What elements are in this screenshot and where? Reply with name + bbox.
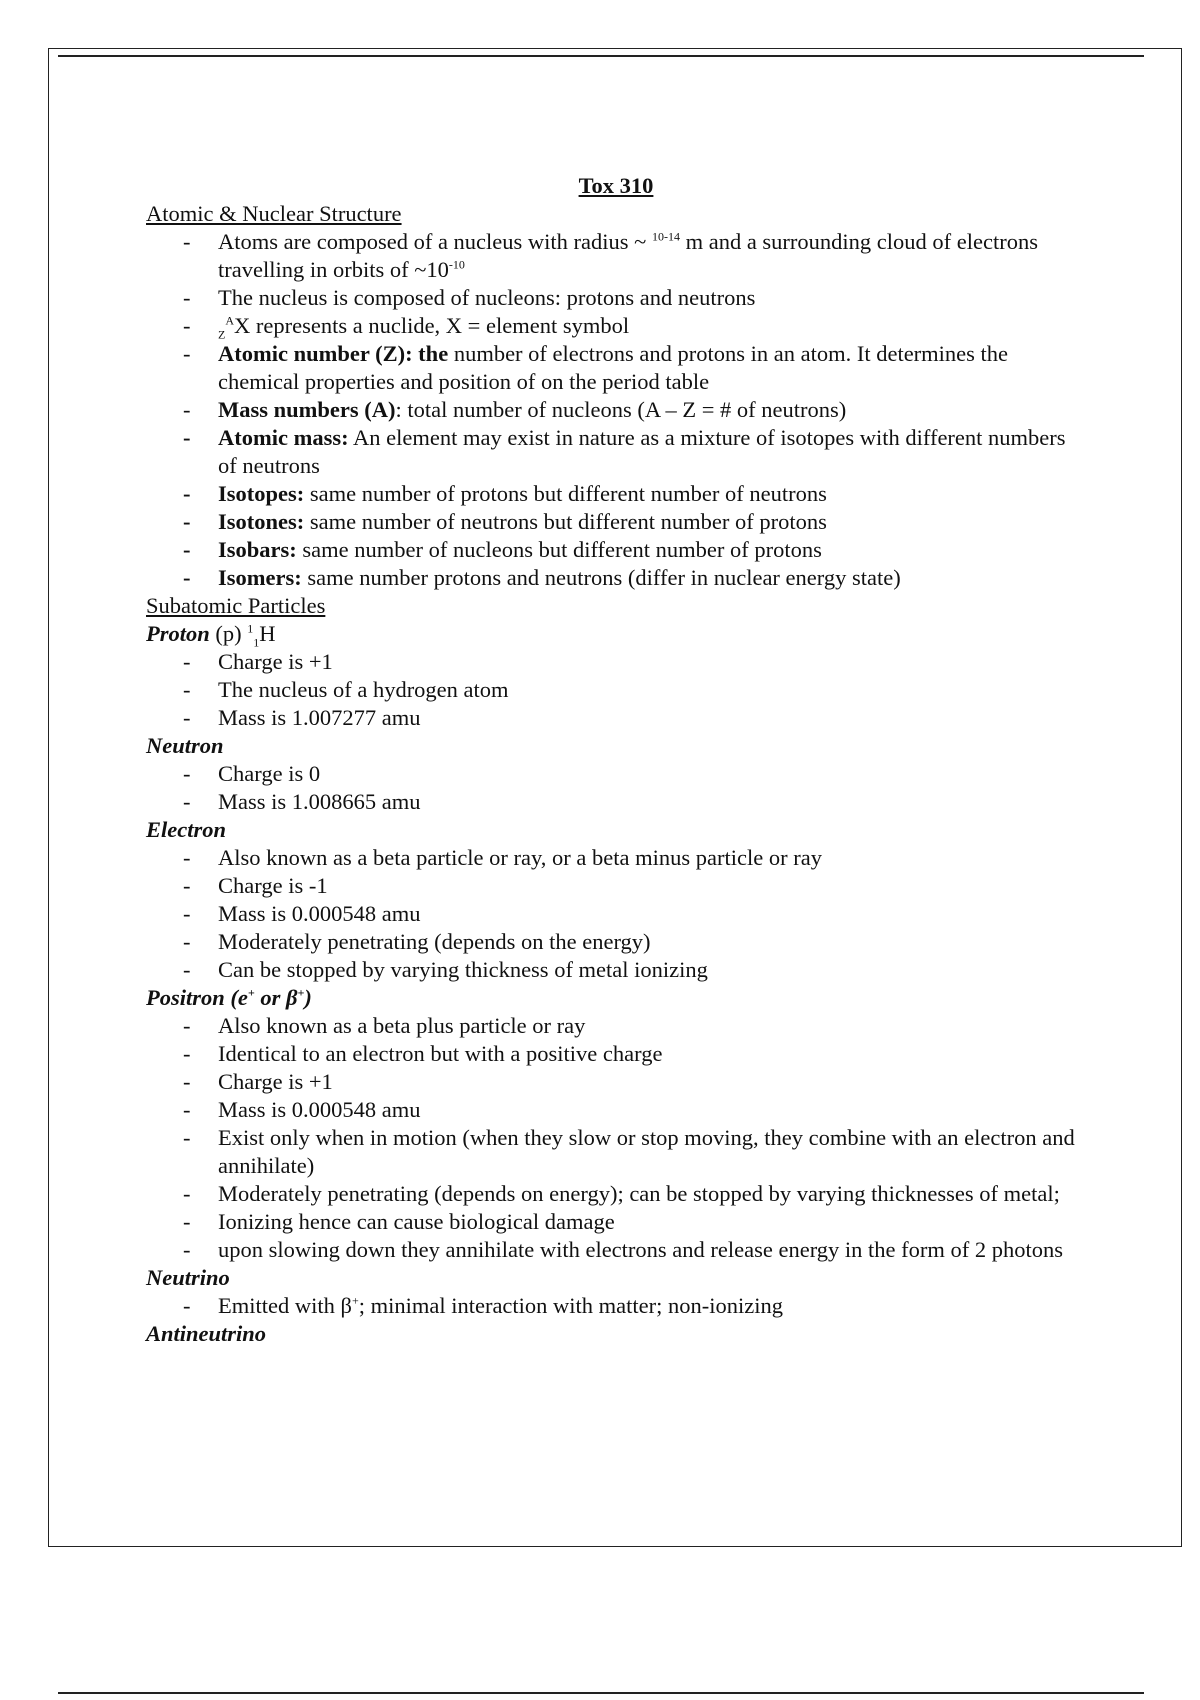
list-item: - Can be stopped by varying thickness of metal ionizing xyxy=(183,957,708,982)
list-item: - The nucleus is composed of nucleons: protons and neutrons xyxy=(183,285,756,310)
list-item: - Charge is 0 xyxy=(183,761,321,786)
atomic-structure-list xyxy=(146,228,1086,592)
list-item: - Atomic mass: An element may exist in nature as a mixture of isotopes with different numbers of neutrons xyxy=(183,425,1066,478)
neutrino-list xyxy=(146,1292,1086,1320)
list-item: - Mass is 1.007277 amu xyxy=(183,705,421,730)
section-heading-subatomic-particles: Subatomic Particles xyxy=(146,593,326,618)
list-item: - Also known as a beta plus particle or ray xyxy=(183,1013,586,1038)
list-item: - Isotones: same number of neutrons but different number of protons xyxy=(183,509,827,534)
section-heading-atomic-structure: Atomic & Nuclear Structure xyxy=(146,201,402,226)
list-item: - Moderately penetrating (depends on the energy) xyxy=(183,929,651,954)
particle-heading-positron: Positron (e+ or β+) xyxy=(146,985,312,1010)
particle-heading-antineutrino: Antineutrino xyxy=(146,1321,267,1346)
list-item: - Isotopes: same number of protons but different number of neutrons xyxy=(183,481,827,506)
document-title: Tox 310 xyxy=(578,173,654,198)
list-item: - Moderately penetrating (depends on energy); can be stopped by varying thicknesses of metal; xyxy=(183,1181,1060,1206)
electron-list xyxy=(146,844,1086,984)
particle-heading-electron: Electron xyxy=(146,817,227,842)
list-item: - Identical to an electron but with a positive charge xyxy=(183,1041,663,1066)
list-item: - Emitted with β+; minimal interaction with matter; non-ionizing xyxy=(183,1293,783,1318)
list-item: - The nucleus of a hydrogen atom xyxy=(183,677,509,702)
particle-heading-proton: Proton (p) $^1_1$H xyxy=(146,621,276,650)
list-item: - Also known as a beta particle or ray, or a beta minus particle or ray xyxy=(183,845,822,870)
positron-list xyxy=(146,1012,1086,1264)
particle-heading-neutron: Neutron xyxy=(146,733,224,758)
list-item: - Ionizing hence can cause biological damage xyxy=(183,1209,615,1234)
list-item: - $_Z^A$X represents a nuclide, X = element symbol xyxy=(183,313,630,342)
top-rule xyxy=(58,55,1144,57)
list-item: - Atoms are composed of a nucleus with radius ~ $^{10-14}$ m and a surrounding cloud of electrons travelling in orbits of $\sim 10^{-10}$ xyxy=(183,229,1038,282)
document-body xyxy=(146,172,1086,1348)
list-item: - Mass is 0.000548 amu xyxy=(183,1097,421,1122)
particle-heading-neutrino: Neutrino xyxy=(146,1265,230,1290)
list-item: - Mass is 1.008665 amu xyxy=(183,789,421,814)
list-item: - Mass numbers (A): total number of nucleons (A – Z = # of neutrons) xyxy=(183,397,847,422)
list-item: - Charge is +1 xyxy=(183,649,333,674)
list-item: - Exist only when in motion (when they slow or stop moving, they combine with an electron and annihilate) xyxy=(183,1125,1075,1178)
list-item: - Mass is 0.000548 amu xyxy=(183,901,421,926)
list-item: - upon slowing down they annihilate with electrons and release energy in the form of 2 photons xyxy=(183,1237,1064,1262)
list-item: - Atomic number (Z): the number of electrons and protons in an atom. It determines the chemical properties and position of on the period table xyxy=(183,341,1009,394)
list-item: - Isobars: same number of nucleons but different number of protons xyxy=(183,537,822,562)
bottom-rule xyxy=(58,1692,1144,1694)
list-item: - Isomers: same number protons and neutrons (differ in nuclear energy state) xyxy=(183,565,901,590)
proton-list xyxy=(146,648,1086,732)
neutron-list xyxy=(146,760,1086,816)
list-item: - Charge is -1 xyxy=(183,873,328,898)
list-item: - Charge is +1 xyxy=(183,1069,333,1094)
